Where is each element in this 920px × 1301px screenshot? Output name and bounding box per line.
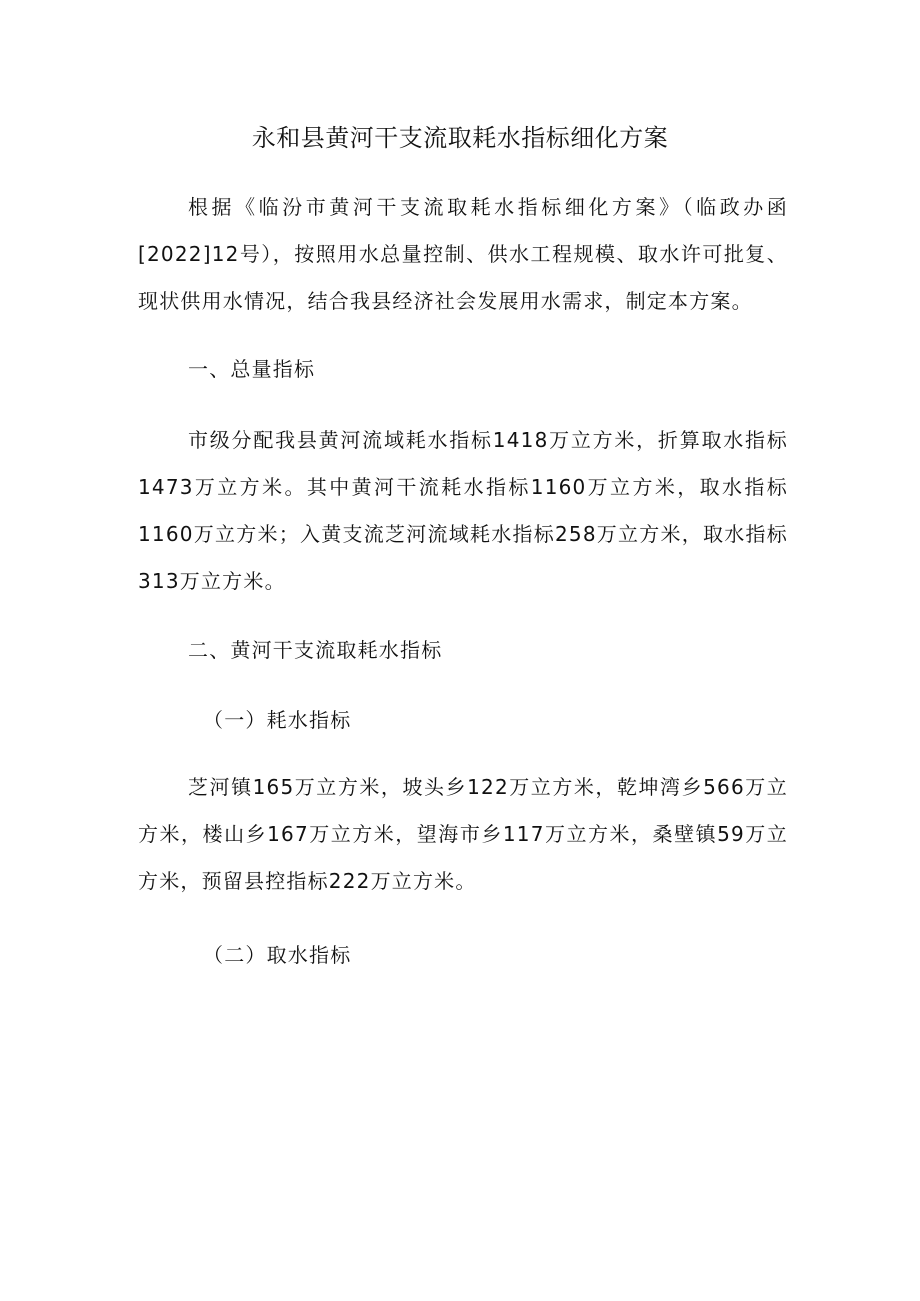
- section-1-body: 市级分配我县黄河流域耗水指标1418万立方米，折算取水指标1473万立方米。其中黄河干流耗水指标1160万立方米，取水指标1160万立方米；入黄支流芝河流域耗水指标258万立方米，取水指标313万立方米。: [138, 428, 788, 593]
- subsection-2-heading: （二）取水指标: [203, 943, 352, 967]
- subsection-1-body: 芝河镇165万立方米，坡头乡122万立方米，乾坤湾乡566万立方米，楼山乡167万立方米，望海市乡117万立方米，桑壁镇59万立方米，预留县控指标222万立方米。: [138, 775, 788, 893]
- document-title: 永和县黄河干支流取耗水指标细化方案: [251, 124, 669, 152]
- section-1-heading: 一、总量指标: [188, 357, 316, 381]
- subsection-1-heading: （一）耗水指标: [203, 708, 352, 732]
- section-2-heading: 二、黄河干支流取耗水指标: [188, 638, 443, 662]
- intro-paragraph: 根据《临汾市黄河干支流取耗水指标细化方案》（临政办函[2022]12号），按照用水总量控制、供水工程规模、取水许可批复、现状供用水情况，结合我县经济社会发展用水需求，制定本方案。: [138, 195, 788, 313]
